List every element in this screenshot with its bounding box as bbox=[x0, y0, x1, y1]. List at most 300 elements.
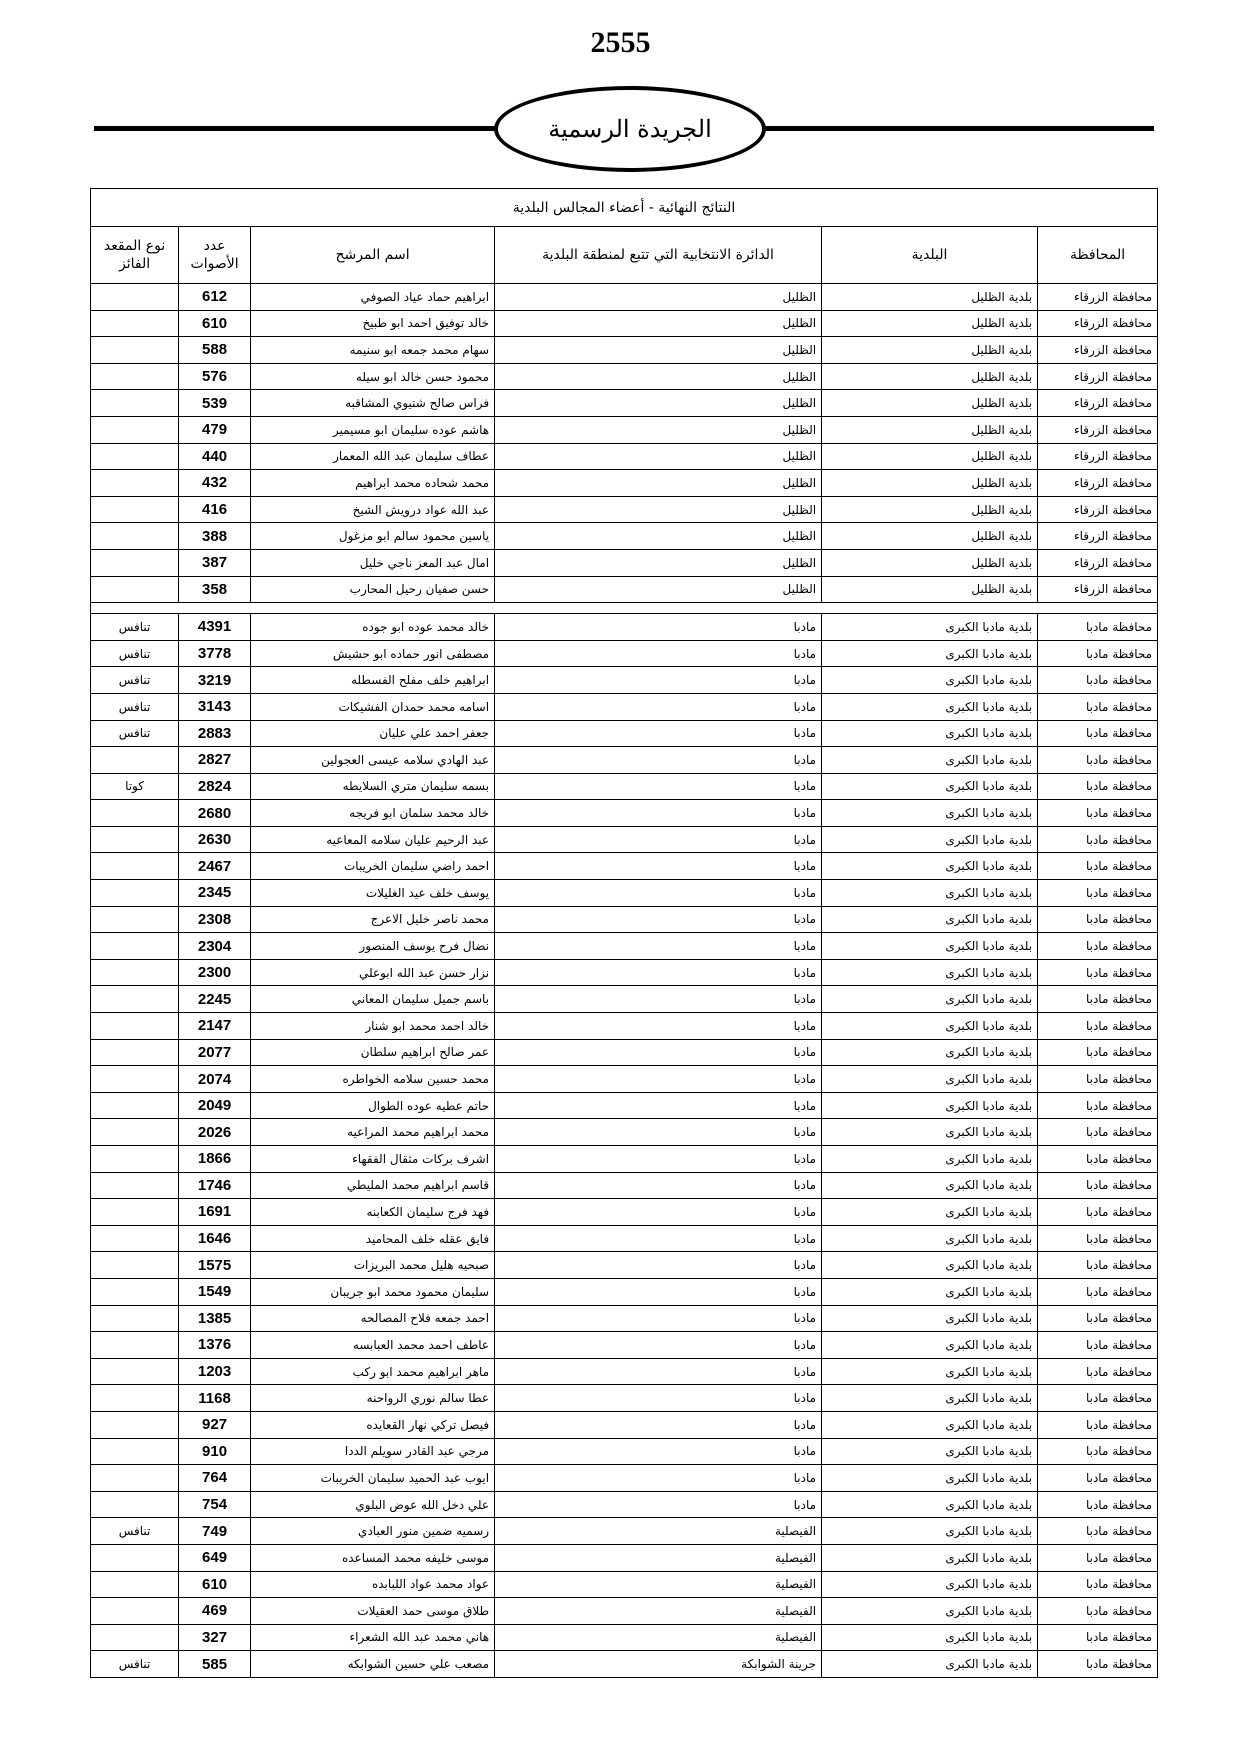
district-cell: الظليل bbox=[495, 523, 822, 550]
votes-cell: 749 bbox=[179, 1518, 251, 1545]
governorate-cell: محافظة الزرقاء bbox=[1038, 576, 1158, 603]
municipality-cell: بلدية الظليل bbox=[822, 549, 1038, 576]
votes-cell: 3143 bbox=[179, 693, 251, 720]
municipality-cell: بلدية الظليل bbox=[822, 576, 1038, 603]
municipality-cell: بلدية الظليل bbox=[822, 284, 1038, 311]
table-row bbox=[91, 1278, 1158, 1305]
votes-cell: 1168 bbox=[179, 1385, 251, 1412]
municipality-cell: بلدية مادبا الكبرى bbox=[822, 773, 1038, 800]
table-row bbox=[91, 549, 1158, 576]
candidate-name-cell: علي دخل الله عوض البلوي bbox=[251, 1491, 495, 1518]
votes-cell: 358 bbox=[179, 576, 251, 603]
municipality-cell: بلدية مادبا الكبرى bbox=[822, 1358, 1038, 1385]
municipality-cell: بلدية مادبا الكبرى bbox=[822, 880, 1038, 907]
governorate-cell: محافظة مادبا bbox=[1038, 1598, 1158, 1625]
municipality-cell: بلدية الظليل bbox=[822, 390, 1038, 417]
seat-type-cell bbox=[91, 284, 179, 311]
municipality-cell: بلدية الظليل bbox=[822, 416, 1038, 443]
candidate-name-cell: خالد محمد سلمان ابو فريجه bbox=[251, 800, 495, 827]
seat-type-cell bbox=[91, 1385, 179, 1412]
municipality-cell: بلدية مادبا الكبرى bbox=[822, 747, 1038, 774]
district-cell: مادبا bbox=[495, 933, 822, 960]
governorate-cell: محافظة مادبا bbox=[1038, 1305, 1158, 1332]
governorate-cell: محافظة الزرقاء bbox=[1038, 470, 1158, 497]
seat-type-cell bbox=[91, 1571, 179, 1598]
municipality-cell: بلدية مادبا الكبرى bbox=[822, 959, 1038, 986]
seat-type-cell bbox=[91, 337, 179, 364]
candidate-name-cell: نضال فرح يوسف المنصور bbox=[251, 933, 495, 960]
votes-cell: 2245 bbox=[179, 986, 251, 1013]
governorate-cell: محافظة مادبا bbox=[1038, 880, 1158, 907]
votes-cell: 1746 bbox=[179, 1172, 251, 1199]
header-governorate: المحافظة bbox=[1038, 227, 1158, 284]
district-cell: مادبا bbox=[495, 1252, 822, 1279]
table-row bbox=[91, 773, 1158, 800]
candidate-name-cell: فايق عقله خلف المحاميد bbox=[251, 1225, 495, 1252]
governorate-cell: محافظة مادبا bbox=[1038, 1252, 1158, 1279]
seat-type-cell bbox=[91, 496, 179, 523]
table-row bbox=[91, 1146, 1158, 1173]
district-cell: مادبا bbox=[495, 853, 822, 880]
municipality-cell: بلدية مادبا الكبرى bbox=[822, 667, 1038, 694]
votes-cell: 1646 bbox=[179, 1225, 251, 1252]
table-row bbox=[91, 906, 1158, 933]
municipality-cell: بلدية مادبا الكبرى bbox=[822, 933, 1038, 960]
governorate-cell: محافظة مادبا bbox=[1038, 1119, 1158, 1146]
district-cell: الفيصلية bbox=[495, 1598, 822, 1625]
table-row bbox=[91, 1438, 1158, 1465]
governorate-cell: محافظة مادبا bbox=[1038, 1491, 1158, 1518]
seat-type-cell bbox=[91, 390, 179, 417]
seat-type-cell bbox=[91, 1624, 179, 1651]
candidate-name-cell: سليمان محمود محمد ابو جريبان bbox=[251, 1278, 495, 1305]
seat-type-cell bbox=[91, 933, 179, 960]
votes-cell: 585 bbox=[179, 1651, 251, 1678]
governorate-cell: محافظة مادبا bbox=[1038, 1358, 1158, 1385]
votes-cell: 388 bbox=[179, 523, 251, 550]
votes-cell: 2300 bbox=[179, 959, 251, 986]
district-cell: الظليل bbox=[495, 337, 822, 364]
seat-type-cell bbox=[91, 986, 179, 1013]
municipality-cell: بلدية مادبا الكبرى bbox=[822, 1013, 1038, 1040]
candidate-name-cell: اشرف بركات مثقال الفقهاء bbox=[251, 1146, 495, 1173]
results-body bbox=[91, 284, 1158, 1678]
seat-type-cell bbox=[91, 800, 179, 827]
votes-cell: 1866 bbox=[179, 1146, 251, 1173]
governorate-cell: محافظة الزرقاء bbox=[1038, 549, 1158, 576]
table-row bbox=[91, 826, 1158, 853]
municipality-cell: بلدية مادبا الكبرى bbox=[822, 1252, 1038, 1279]
seat-type-cell: تنافس bbox=[91, 667, 179, 694]
table-row bbox=[91, 1039, 1158, 1066]
district-cell: مادبا bbox=[495, 1411, 822, 1438]
seat-type-cell bbox=[91, 1252, 179, 1279]
table-row bbox=[91, 667, 1158, 694]
table-row bbox=[91, 1358, 1158, 1385]
table-row bbox=[91, 284, 1158, 311]
candidate-name-cell: مصعب علي حسين الشوابكه bbox=[251, 1651, 495, 1678]
seat-type-cell bbox=[91, 1491, 179, 1518]
district-cell: مادبا bbox=[495, 614, 822, 641]
votes-cell: 432 bbox=[179, 470, 251, 497]
seat-type-cell: تنافس bbox=[91, 1518, 179, 1545]
municipality-cell: بلدية مادبا الكبرى bbox=[822, 800, 1038, 827]
seat-type-cell bbox=[91, 1598, 179, 1625]
votes-cell: 764 bbox=[179, 1465, 251, 1492]
candidate-name-cell: عبد الرحيم عليان سلامه المعاعيه bbox=[251, 826, 495, 853]
candidate-name-cell: عبد الله عواد درويش الشيخ bbox=[251, 496, 495, 523]
votes-cell: 2308 bbox=[179, 906, 251, 933]
seat-type-cell bbox=[91, 826, 179, 853]
table-row bbox=[91, 1332, 1158, 1359]
table-row bbox=[91, 614, 1158, 641]
votes-cell: 910 bbox=[179, 1438, 251, 1465]
district-cell: مادبا bbox=[495, 1146, 822, 1173]
governorate-cell: محافظة مادبا bbox=[1038, 1624, 1158, 1651]
candidate-name-cell: محمد شحاده محمد ابراهيم bbox=[251, 470, 495, 497]
municipality-cell: بلدية الظليل bbox=[822, 363, 1038, 390]
district-cell: مادبا bbox=[495, 986, 822, 1013]
district-cell: الظليل bbox=[495, 390, 822, 417]
candidate-name-cell: مصطفى انور حماده ابو حشيش bbox=[251, 640, 495, 667]
governorate-cell: محافظة مادبا bbox=[1038, 1066, 1158, 1093]
table-row bbox=[91, 747, 1158, 774]
district-cell: مادبا bbox=[495, 1013, 822, 1040]
municipality-cell: بلدية الظليل bbox=[822, 523, 1038, 550]
table-row bbox=[91, 853, 1158, 880]
seat-type-cell: كوتا bbox=[91, 773, 179, 800]
candidate-name-cell: عطاف سليمان عبد الله المعمار bbox=[251, 443, 495, 470]
votes-cell: 2049 bbox=[179, 1092, 251, 1119]
votes-cell: 576 bbox=[179, 363, 251, 390]
seat-type-cell bbox=[91, 853, 179, 880]
governorate-cell: محافظة مادبا bbox=[1038, 720, 1158, 747]
district-cell: مادبا bbox=[495, 667, 822, 694]
seat-type-cell bbox=[91, 1332, 179, 1359]
district-cell: الفيصلية bbox=[495, 1544, 822, 1571]
municipality-cell: بلدية مادبا الكبرى bbox=[822, 1305, 1038, 1332]
governorate-cell: محافظة مادبا bbox=[1038, 614, 1158, 641]
table-row bbox=[91, 1624, 1158, 1651]
district-cell: مادبا bbox=[495, 1066, 822, 1093]
district-cell: مادبا bbox=[495, 1438, 822, 1465]
municipality-cell: بلدية الظليل bbox=[822, 310, 1038, 337]
votes-cell: 2630 bbox=[179, 826, 251, 853]
district-cell: الظليل bbox=[495, 416, 822, 443]
table-row bbox=[91, 986, 1158, 1013]
seat-type-cell bbox=[91, 1039, 179, 1066]
district-cell: مادبا bbox=[495, 1278, 822, 1305]
municipality-cell: بلدية مادبا الكبرى bbox=[822, 1491, 1038, 1518]
district-cell: الفيصلية bbox=[495, 1624, 822, 1651]
district-cell: الظليل bbox=[495, 284, 822, 311]
district-cell: مادبا bbox=[495, 1092, 822, 1119]
district-cell: مادبا bbox=[495, 693, 822, 720]
municipality-cell: بلدية مادبا الكبرى bbox=[822, 1225, 1038, 1252]
seat-type-cell bbox=[91, 576, 179, 603]
seat-type-cell bbox=[91, 1278, 179, 1305]
governorate-cell: محافظة الزرقاء bbox=[1038, 284, 1158, 311]
votes-cell: 2074 bbox=[179, 1066, 251, 1093]
municipality-cell: بلدية مادبا الكبرى bbox=[822, 1066, 1038, 1093]
table-row bbox=[91, 470, 1158, 497]
candidate-name-cell: هاني محمد عبد الله الشعراء bbox=[251, 1624, 495, 1651]
governorate-cell: محافظة مادبا bbox=[1038, 1332, 1158, 1359]
seat-type-cell bbox=[91, 1119, 179, 1146]
governorate-cell: محافظة مادبا bbox=[1038, 667, 1158, 694]
table-row bbox=[91, 1066, 1158, 1093]
votes-cell: 610 bbox=[179, 310, 251, 337]
governorate-cell: محافظة مادبا bbox=[1038, 906, 1158, 933]
table-row bbox=[91, 1385, 1158, 1412]
municipality-cell: بلدية مادبا الكبرى bbox=[822, 1146, 1038, 1173]
municipality-cell: بلدية مادبا الكبرى bbox=[822, 693, 1038, 720]
votes-cell: 440 bbox=[179, 443, 251, 470]
votes-cell: 2883 bbox=[179, 720, 251, 747]
candidate-name-cell: يوسف خلف عيد الغليلات bbox=[251, 880, 495, 907]
municipality-cell: بلدية مادبا الكبرى bbox=[822, 906, 1038, 933]
governorate-cell: محافظة الزرقاء bbox=[1038, 496, 1158, 523]
district-cell: مادبا bbox=[495, 1305, 822, 1332]
district-cell: الظليل bbox=[495, 310, 822, 337]
table-row bbox=[91, 443, 1158, 470]
seat-type-cell: تنافس bbox=[91, 640, 179, 667]
governorate-cell: محافظة مادبا bbox=[1038, 1146, 1158, 1173]
votes-cell: 2147 bbox=[179, 1013, 251, 1040]
candidate-name-cell: فيصل تركي نهار القعايده bbox=[251, 1411, 495, 1438]
header-row bbox=[91, 227, 1158, 284]
seat-type-cell bbox=[91, 1092, 179, 1119]
district-cell: مادبا bbox=[495, 720, 822, 747]
candidate-name-cell: خالد توفيق احمد ابو طبيخ bbox=[251, 310, 495, 337]
votes-cell: 416 bbox=[179, 496, 251, 523]
table-row bbox=[91, 576, 1158, 603]
municipality-cell: بلدية مادبا الكبرى bbox=[822, 826, 1038, 853]
candidate-name-cell: محمد ناصر خليل الاعرج bbox=[251, 906, 495, 933]
governorate-cell: محافظة مادبا bbox=[1038, 1465, 1158, 1492]
seat-type-cell bbox=[91, 443, 179, 470]
district-cell: مادبا bbox=[495, 1332, 822, 1359]
municipality-cell: بلدية الظليل bbox=[822, 496, 1038, 523]
governorate-cell: محافظة الزرقاء bbox=[1038, 416, 1158, 443]
district-cell: مادبا bbox=[495, 1199, 822, 1226]
governorate-cell: محافظة مادبا bbox=[1038, 1571, 1158, 1598]
header-votes bbox=[179, 227, 251, 284]
table-row bbox=[91, 310, 1158, 337]
governorate-cell: محافظة مادبا bbox=[1038, 1225, 1158, 1252]
page-number: 2555 bbox=[590, 26, 651, 59]
seat-type-cell bbox=[91, 1013, 179, 1040]
municipality-cell: بلدية مادبا الكبرى bbox=[822, 1571, 1038, 1598]
district-cell: الظليل bbox=[495, 363, 822, 390]
table-row bbox=[91, 1092, 1158, 1119]
table-row bbox=[91, 880, 1158, 907]
candidate-name-cell: احمد راضي سليمان الخريبات bbox=[251, 853, 495, 880]
results-table bbox=[90, 188, 1158, 1678]
table-row bbox=[91, 1651, 1158, 1678]
votes-cell: 3778 bbox=[179, 640, 251, 667]
votes-cell: 610 bbox=[179, 1571, 251, 1598]
masthead-title: الجريدة الرسمية bbox=[548, 115, 712, 143]
candidate-name-cell: فراس صالح شتيوي المشاقبه bbox=[251, 390, 495, 417]
district-cell: مادبا bbox=[495, 880, 822, 907]
district-cell: مادبا bbox=[495, 1119, 822, 1146]
candidate-name-cell: فهد فرج سليمان الكعابنه bbox=[251, 1199, 495, 1226]
district-cell: مادبا bbox=[495, 640, 822, 667]
seat-type-cell bbox=[91, 1172, 179, 1199]
municipality-cell: بلدية مادبا الكبرى bbox=[822, 1624, 1038, 1651]
governorate-cell: محافظة مادبا bbox=[1038, 1438, 1158, 1465]
candidate-name-cell: احمد جمعه فلاح المصالحه bbox=[251, 1305, 495, 1332]
table-row bbox=[91, 496, 1158, 523]
candidate-name-cell: عاطف احمد محمد العبابسه bbox=[251, 1332, 495, 1359]
candidate-name-cell: قاسم ابراهيم محمد المليطي bbox=[251, 1172, 495, 1199]
table-row bbox=[91, 1172, 1158, 1199]
table-row bbox=[91, 1544, 1158, 1571]
district-cell: مادبا bbox=[495, 800, 822, 827]
table-row bbox=[91, 1119, 1158, 1146]
table-row bbox=[91, 959, 1158, 986]
seat-type-cell: تنافس bbox=[91, 693, 179, 720]
seat-type-cell bbox=[91, 549, 179, 576]
district-cell: مادبا bbox=[495, 747, 822, 774]
candidate-name-cell: ابراهيم حماد عياد الصوفي bbox=[251, 284, 495, 311]
header-rule-left bbox=[94, 126, 499, 131]
votes-cell: 4391 bbox=[179, 614, 251, 641]
table-row bbox=[91, 523, 1158, 550]
votes-cell: 469 bbox=[179, 1598, 251, 1625]
header-seat-line1: نوع المقعد bbox=[103, 238, 166, 254]
table-row bbox=[91, 800, 1158, 827]
header-candidate: اسم المرشح bbox=[251, 227, 495, 284]
seat-type-cell bbox=[91, 363, 179, 390]
votes-cell: 612 bbox=[179, 284, 251, 311]
candidate-name-cell: هاشم عوده سليمان ابو مسيمير bbox=[251, 416, 495, 443]
candidate-name-cell: ابراهيم خلف مفلح الفسطله bbox=[251, 667, 495, 694]
seat-type-cell bbox=[91, 1066, 179, 1093]
votes-cell: 3219 bbox=[179, 667, 251, 694]
governorate-cell: محافظة مادبا bbox=[1038, 1172, 1158, 1199]
votes-cell: 2680 bbox=[179, 800, 251, 827]
governorate-cell: محافظة مادبا bbox=[1038, 1544, 1158, 1571]
seat-type-cell bbox=[91, 1199, 179, 1226]
candidate-name-cell: سهام محمد جمعه ابو سنيمه bbox=[251, 337, 495, 364]
district-cell: مادبا bbox=[495, 959, 822, 986]
votes-cell: 1203 bbox=[179, 1358, 251, 1385]
votes-cell: 1691 bbox=[179, 1199, 251, 1226]
candidate-name-cell: جعفر احمد علي عليان bbox=[251, 720, 495, 747]
governorate-cell: محافظة الزرقاء bbox=[1038, 390, 1158, 417]
municipality-cell: بلدية مادبا الكبرى bbox=[822, 614, 1038, 641]
district-cell: مادبا bbox=[495, 1039, 822, 1066]
governorate-cell: محافظة الزرقاء bbox=[1038, 523, 1158, 550]
votes-cell: 1575 bbox=[179, 1252, 251, 1279]
candidate-name-cell: خالد احمد محمد ابو شنار bbox=[251, 1013, 495, 1040]
district-cell: الفيصلية bbox=[495, 1518, 822, 1545]
candidate-name-cell: محمد حسين سلامه الخواطره bbox=[251, 1066, 495, 1093]
municipality-cell: بلدية مادبا الكبرى bbox=[822, 1518, 1038, 1545]
municipality-cell: بلدية مادبا الكبرى bbox=[822, 1278, 1038, 1305]
governorate-cell: محافظة مادبا bbox=[1038, 933, 1158, 960]
table-title: النتائج النهائية - أعضاء المجالس البلدية bbox=[91, 189, 1158, 227]
table-row bbox=[91, 416, 1158, 443]
municipality-cell: بلدية مادبا الكبرى bbox=[822, 1039, 1038, 1066]
district-cell: الفيصلية bbox=[495, 1571, 822, 1598]
votes-cell: 1385 bbox=[179, 1305, 251, 1332]
municipality-cell: بلدية مادبا الكبرى bbox=[822, 1544, 1038, 1571]
table-row bbox=[91, 640, 1158, 667]
votes-cell: 387 bbox=[179, 549, 251, 576]
municipality-cell: بلدية مادبا الكبرى bbox=[822, 1332, 1038, 1359]
candidate-name-cell: عبد الهادي سلامه عيسى العجولين bbox=[251, 747, 495, 774]
candidate-name-cell: امال عبد المعز ناجي خليل bbox=[251, 549, 495, 576]
governorate-cell: محافظة الزرقاء bbox=[1038, 310, 1158, 337]
separator-cell bbox=[91, 603, 1158, 614]
table-row bbox=[91, 1465, 1158, 1492]
table-row bbox=[91, 720, 1158, 747]
candidate-name-cell: ياسين محمود سالم ابو مزغول bbox=[251, 523, 495, 550]
governorate-cell: محافظة مادبا bbox=[1038, 1039, 1158, 1066]
governorate-cell: محافظة مادبا bbox=[1038, 1411, 1158, 1438]
seat-type-cell bbox=[91, 1305, 179, 1332]
governorate-cell: محافظة مادبا bbox=[1038, 986, 1158, 1013]
governorate-cell: محافظة مادبا bbox=[1038, 640, 1158, 667]
candidate-name-cell: محمد ابراهيم محمد المراعيه bbox=[251, 1119, 495, 1146]
governorate-cell: محافظة مادبا bbox=[1038, 773, 1158, 800]
votes-cell: 588 bbox=[179, 337, 251, 364]
district-cell: مادبا bbox=[495, 773, 822, 800]
votes-cell: 2345 bbox=[179, 880, 251, 907]
municipality-cell: بلدية الظليل bbox=[822, 470, 1038, 497]
seat-type-cell bbox=[91, 959, 179, 986]
table-row bbox=[91, 390, 1158, 417]
candidate-name-cell: عواد محمد عواد اللبابده bbox=[251, 1571, 495, 1598]
table-row bbox=[91, 1199, 1158, 1226]
seat-type-cell bbox=[91, 416, 179, 443]
seat-type-cell: تنافس bbox=[91, 720, 179, 747]
candidate-name-cell: عمر صالح ابراهيم سلطان bbox=[251, 1039, 495, 1066]
votes-cell: 479 bbox=[179, 416, 251, 443]
votes-cell: 649 bbox=[179, 1544, 251, 1571]
governorate-cell: محافظة مادبا bbox=[1038, 1651, 1158, 1678]
candidate-name-cell: موسى خليفه محمد المساعده bbox=[251, 1544, 495, 1571]
header-votes-line2: الأصوات bbox=[190, 256, 239, 272]
group-separator bbox=[91, 603, 1158, 614]
seat-type-cell bbox=[91, 747, 179, 774]
table-row bbox=[91, 1252, 1158, 1279]
candidate-name-cell: حاتم عطيه عوده الطوال bbox=[251, 1092, 495, 1119]
seat-type-cell: تنافس bbox=[91, 614, 179, 641]
governorate-cell: محافظة مادبا bbox=[1038, 800, 1158, 827]
governorate-cell: محافظة مادبا bbox=[1038, 1518, 1158, 1545]
municipality-cell: بلدية مادبا الكبرى bbox=[822, 640, 1038, 667]
seat-type-cell bbox=[91, 1411, 179, 1438]
table-row bbox=[91, 1571, 1158, 1598]
table-row bbox=[91, 1491, 1158, 1518]
municipality-cell: بلدية مادبا الكبرى bbox=[822, 1199, 1038, 1226]
municipality-cell: بلدية مادبا الكبرى bbox=[822, 720, 1038, 747]
candidate-name-cell: ايوب عبد الحميد سليمان الخريبات bbox=[251, 1465, 495, 1492]
district-cell: مادبا bbox=[495, 1172, 822, 1199]
seat-type-cell bbox=[91, 1465, 179, 1492]
district-cell: الظليل bbox=[495, 576, 822, 603]
governorate-cell: محافظة مادبا bbox=[1038, 853, 1158, 880]
candidate-name-cell: صبحيه هليل محمد البريزات bbox=[251, 1252, 495, 1279]
header-municipality: البلدية bbox=[822, 227, 1038, 284]
seat-type-cell: تنافس bbox=[91, 1651, 179, 1678]
seat-type-cell bbox=[91, 1438, 179, 1465]
votes-cell: 754 bbox=[179, 1491, 251, 1518]
